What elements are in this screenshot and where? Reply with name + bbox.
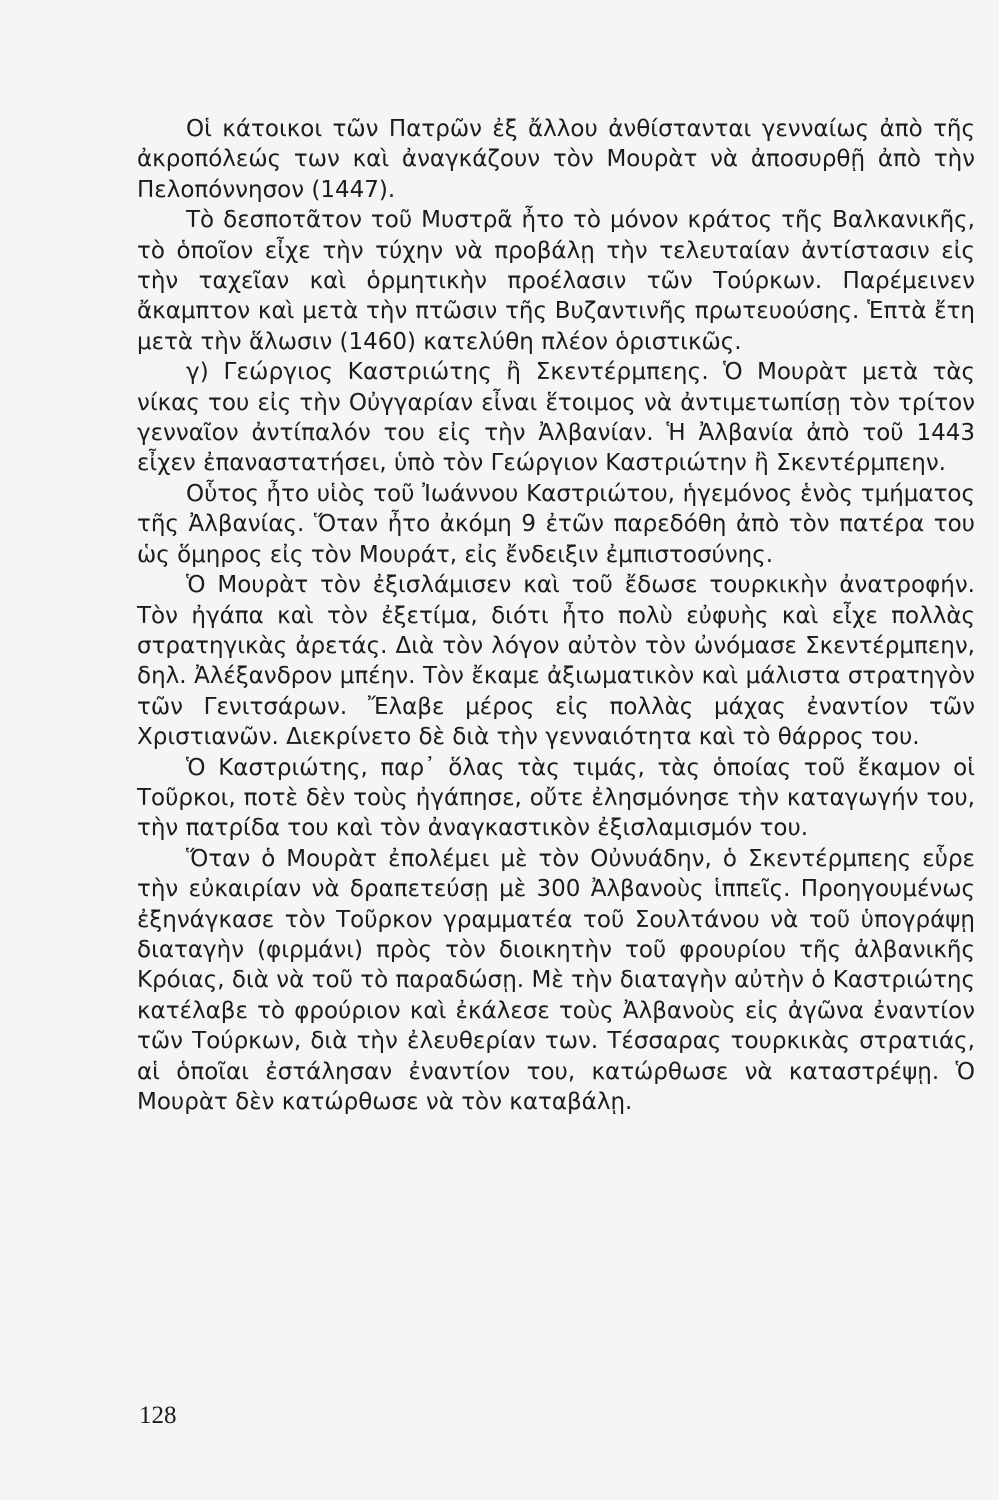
page-number: 128 xyxy=(139,1402,177,1429)
paragraph-6: Ὁ Καστριώτης, παρ᾽ ὅλας τὰς τιμάς, τὰς ὁποίας τοῦ ἔκαμον οἱ Τοῦρκοι, ποτὲ δὲν τοὺς ἠγάπησε, οὔτε ἐλησμόνησε τὴν καταγωγήν του, τὴν πατρίδα του καὶ τὸν ἀναγκαστικὸν ἐξισλαμισμόν του. xyxy=(137,754,975,842)
paragraph-5: Ὁ Μουρὰτ τὸν ἐξισλάμισεν καὶ τοῦ ἔδωσε τουρκικὴν ἀνατροφήν. Τὸν ἠγάπα καὶ τὸν ἐξετίμα, διότι ἦτο πολὺ εὐφυὴς καὶ εἶχε πολλὰς στρατηγικὰς ἀρετάς. Διὰ τὸν λόγον αὐτὸν τὸν ὠνόμασε Σκεντέρμπεην, δηλ. Ἀλέξανδρον μπέην. Τὸν ἔκαμε ἀξιωματικὸν καὶ μάλιστα στρατηγὸν τῶν Γενιτσάρων. Ἔλαβε μέρος εἰς πολλὰς μάχας ἐναντίον τῶν Χριστιανῶν. Διεκρίνετο δὲ διὰ τὴν γενναιότητα καὶ τὸ θάρρος του. xyxy=(137,572,975,751)
paragraph-2: Τὸ δεσποτᾶτον τοῦ Μυστρᾶ ἦτο τὸ μόνον κράτος τῆς Βαλκανικῆς, τὸ ὁποῖον εἶχε τὴν τύχην νὰ προβάλῃ τὴν τελευταίαν ἀντίστασιν εἰς τὴν ταχεῖαν καὶ ὁρμητικὴν προέλασιν τῶν Τούρκων. Παρέμεινεν ἄκαμπτον καὶ μετὰ τὴν πτῶσιν τῆς Βυζαντινῆς πρωτευούσης. Ἑπτὰ ἔτη μετὰ τὴν ἅλωσιν (1460) κατελύθη πλέον ὁριστικῶς. xyxy=(137,207,975,355)
paragraph-3-text: Ὁ Μουρὰτ μετὰ τὰς νίκας του εἰς τὴν Οὐγγαρίαν εἶναι ἕτοιμος νὰ ἀντιμετωπίσῃ τὸν τρίτον γενναῖον ἀντίπαλόν του εἰς τὴν Ἀλβανίαν. Ἡ Ἀλβανία ἀπὸ τοῦ 1443 εἶχεν ἐπαναστατήσει, ὑπὸ τὸν Γεώργιον Καστριώτην ἢ Σκεντέρμπεην. xyxy=(137,359,975,477)
paragraph-1: Οἱ κάτοικοι τῶν Πατρῶν ἐξ ἄλλου ἀνθίστανται γενναίως ἀπὸ τῆς ἀκροπόλεώς των καὶ ἀναγκάζουν τὸν Μουρὰτ νὰ ἀποσυρθῇ ἀπὸ τὴν Πελοπόννησον (1447). xyxy=(137,116,975,203)
paragraph-7: Ὅταν ὁ Μουρὰτ ἐπολέμει μὲ τὸν Οὐνυάδην, ὁ Σκεντέρμπεης εὗρε τὴν εὐκαιρίαν νὰ δραπετεύσῃ μὲ 300 Ἀλβανοὺς ἱππεῖς. Προηγουμένως ἐξηνάγκασε τὸν Τοῦρκον γραμματέα τοῦ Σουλτάνου νὰ τοῦ ὑπογράψῃ διαταγὴν (φιρμάνι) πρὸς τὸν διοικητὴν τοῦ φρουρίου τῆς ἀλβανικῆς Κρόιας, διὰ νὰ τοῦ τὸ παραδώσῃ. Μὲ τὴν διαταγὴν αὐτὴν ὁ Καστριώτης κατέλαβε τὸ φρούριον καὶ ἐκάλεσε τοὺς Ἀλβανοὺς εἰς ἀγῶνα ἐναντίον τῶν Τούρκων, διὰ τὴν ἐλευθερίαν των. Τέσσαρας τουρκικὰς στρατιάς, αἱ ὁποῖαι ἐστάλησαν ἐναντίον του, κατώρθωσε νὰ καταστρέψῃ. Ὁ Μουρὰτ δὲν κατώρθωσε νὰ τὸν καταβάλῃ. xyxy=(137,845,975,1115)
paragraph-4: Οὗτος ἦτο υἱὸς τοῦ Ἰωάννου Καστριώτου, ἡγεμόνος ἑνὸς τμήματος τῆς Ἀλβανίας. Ὅταν ἦτο ἀκόμη 9 ἐτῶν παρεδόθη ἀπὸ τὸν πατέρα του ὡς ὅμηρος εἰς τὸν Μουράτ, εἰς ἔνδειξιν ἐμπιστοσύνης. xyxy=(137,480,975,568)
paragraph-3 xyxy=(137,357,975,479)
section-heading: γ) Γεώργιος Καστριώτης ἢ Σκεντέρμπεης. xyxy=(186,359,709,386)
body-text xyxy=(137,114,975,1117)
